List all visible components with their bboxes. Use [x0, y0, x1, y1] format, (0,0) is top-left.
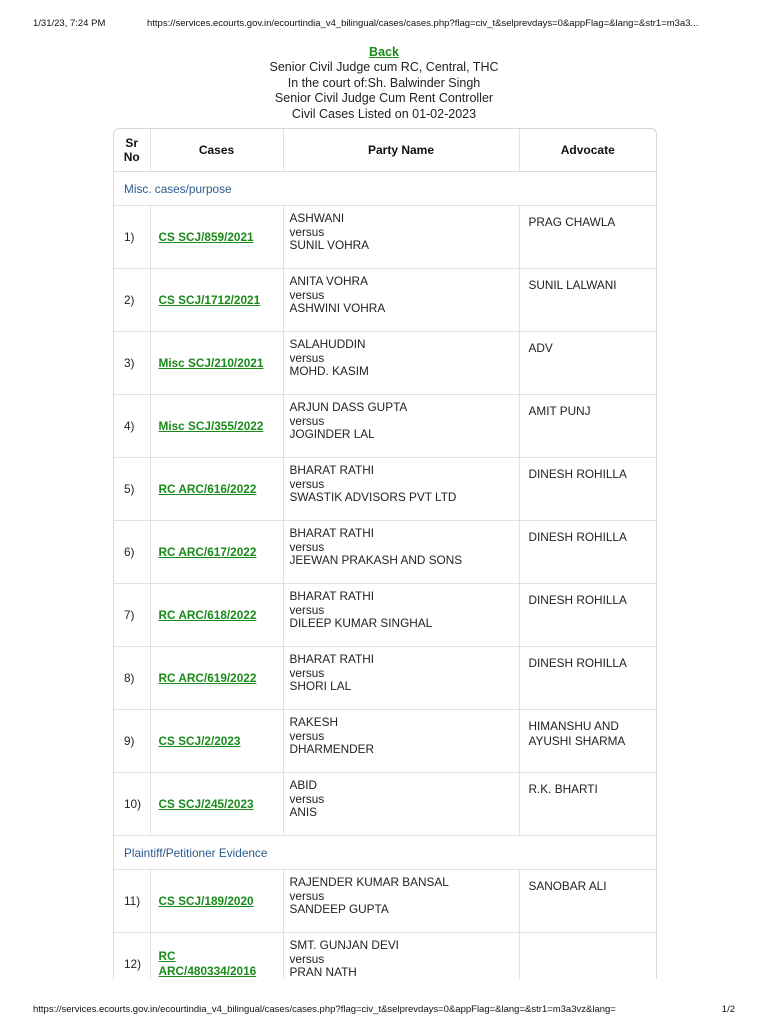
- versus-label: versus: [289, 413, 325, 428]
- table-row: [114, 521, 656, 584]
- table-body: [114, 172, 656, 980]
- versus-label: versus: [289, 888, 325, 903]
- party-name-cell: [283, 710, 519, 773]
- advocate-name: ADV: [519, 332, 656, 395]
- petitioner-name: BHARAT RATHI: [289, 526, 375, 540]
- advocate-name: DINESH ROHILLA: [519, 584, 656, 647]
- versus-label: versus: [289, 951, 325, 966]
- serial-number: 11): [114, 870, 150, 933]
- case-cell: [150, 647, 283, 710]
- petitioner-name: SMT. GUNJAN DEVI: [289, 938, 399, 952]
- cause-list-date: Civil Cases Listed on 01-02-2023: [291, 106, 477, 121]
- case-cell: [150, 269, 283, 332]
- case-number-link[interactable]: CS SCJ/2/2023: [158, 733, 241, 748]
- table-row: [114, 584, 656, 647]
- respondent-name: SHORI LAL: [289, 678, 352, 693]
- table-row: [114, 773, 656, 836]
- section-heading-row: [114, 172, 656, 206]
- respondent-name: ANIS: [289, 804, 318, 819]
- petitioner-name: ASHWANI: [289, 211, 345, 225]
- page-title-block: [0, 45, 768, 122]
- petitioner-name: ABID: [289, 778, 318, 792]
- petitioner-name: RAJENDER KUMAR BANSAL: [289, 875, 449, 889]
- print-footer-url: https://services.ecourts.gov.in/ecourtindia_v4_bilingual/cases/cases.php?flag=civ_t&selprevdays=0&appFlag=&lang=&str1=m3a3vz&lang=: [33, 1004, 616, 1015]
- party-name-cell: [283, 584, 519, 647]
- advocate-name: DINESH ROHILLA: [519, 521, 656, 584]
- respondent-name: SUNIL VOHRA: [289, 237, 370, 252]
- petitioner-name: SALAHUDDIN: [289, 337, 366, 351]
- case-number-link[interactable]: RC ARC/617/2022: [158, 544, 257, 559]
- print-datetime: 1/31/23, 7:24 PM: [33, 18, 106, 29]
- advocate-name: DINESH ROHILLA: [519, 458, 656, 521]
- respondent-name: PRAN NATH: [289, 964, 357, 979]
- case-number-link[interactable]: RC ARC/616/2022: [158, 481, 257, 496]
- versus-label: versus: [289, 539, 325, 554]
- versus-label: versus: [289, 476, 325, 491]
- case-cell: [150, 521, 283, 584]
- court-name: Senior Civil Judge cum RC, Central, THC: [269, 60, 499, 75]
- table-header-row: [114, 129, 656, 172]
- case-cell: [150, 773, 283, 836]
- serial-number: 2): [114, 269, 150, 332]
- versus-label: versus: [289, 602, 325, 617]
- table-row: [114, 710, 656, 773]
- versus-label: versus: [289, 728, 325, 743]
- party-name-cell: [283, 933, 519, 980]
- print-url: https://services.ecourts.gov.in/ecourtindia_v4_bilingual/cases/cases.php?flag=civ_t&selprevdays=0&appFlag=&lang=&str1=m3a3...: [147, 18, 699, 29]
- table-row: [114, 206, 656, 269]
- col-header-party-name: Party Name: [283, 129, 519, 172]
- table-row: [114, 647, 656, 710]
- col-header-cases: Cases: [150, 129, 283, 172]
- advocate-name: AMIT PUNJ: [519, 395, 656, 458]
- advocate-name: SUNIL LALWANI: [519, 269, 656, 332]
- respondent-name: SANDEEP GUPTA: [289, 901, 389, 916]
- case-number-link[interactable]: CS SCJ/245/2023: [158, 796, 254, 811]
- case-cell: [150, 870, 283, 933]
- serial-number: 9): [114, 710, 150, 773]
- section-heading-row: [114, 836, 656, 870]
- case-number-link[interactable]: RC ARC/619/2022: [158, 670, 257, 685]
- advocate-name: SANOBAR ALI: [519, 870, 656, 933]
- party-name-cell: [283, 206, 519, 269]
- respondent-name: SWASTIK ADVISORS PVT LTD: [289, 489, 457, 504]
- advocate-name: HIMANSHU AND AYUSHI SHARMA: [519, 710, 656, 773]
- party-name-cell: [283, 332, 519, 395]
- petitioner-name: BHARAT RATHI: [289, 589, 375, 603]
- section-heading: Misc. cases/purpose: [114, 172, 656, 206]
- party-name-cell: [283, 395, 519, 458]
- case-cell: [150, 710, 283, 773]
- case-cell: [150, 395, 283, 458]
- advocate-name: DINESH ROHILLA: [519, 647, 656, 710]
- respondent-name: JEEWAN PRAKASH AND SONS: [289, 552, 463, 567]
- table-row: [114, 269, 656, 332]
- party-name-cell: [283, 870, 519, 933]
- versus-label: versus: [289, 287, 325, 302]
- case-cell: [150, 584, 283, 647]
- col-header-advocate: Advocate: [519, 129, 656, 172]
- versus-label: versus: [289, 350, 325, 365]
- col-header-sr-no: Sr No: [114, 129, 150, 172]
- advocate-name: [519, 933, 656, 980]
- versus-label: versus: [289, 224, 325, 239]
- petitioner-name: ARJUN DASS GUPTA: [289, 400, 408, 414]
- case-number-link[interactable]: RC ARC/480334/2016: [158, 949, 257, 978]
- serial-number: 8): [114, 647, 150, 710]
- table-row: [114, 395, 656, 458]
- case-number-link[interactable]: CS SCJ/1712/2021: [158, 292, 261, 307]
- court-judge: In the court of:Sh. Balwinder Singh: [287, 75, 481, 90]
- versus-label: versus: [289, 791, 325, 806]
- court-designation: Senior Civil Judge Cum Rent Controller: [274, 91, 494, 106]
- serial-number: 3): [114, 332, 150, 395]
- respondent-name: DILEEP KUMAR SINGHAL: [289, 615, 433, 630]
- party-name-cell: [283, 269, 519, 332]
- section-heading: Plaintiff/Petitioner Evidence: [114, 836, 656, 870]
- case-cell: [150, 458, 283, 521]
- table-row: [114, 933, 656, 980]
- case-number-link[interactable]: RC ARC/618/2022: [158, 607, 257, 622]
- serial-number: 12): [114, 933, 150, 980]
- party-name-cell: [283, 647, 519, 710]
- respondent-name: JOGINDER LAL: [289, 426, 375, 441]
- serial-number: 10): [114, 773, 150, 836]
- petitioner-name: ANITA VOHRA: [289, 274, 368, 288]
- serial-number: 4): [114, 395, 150, 458]
- petitioner-name: BHARAT RATHI: [289, 652, 375, 666]
- serial-number: 5): [114, 458, 150, 521]
- serial-number: 1): [114, 206, 150, 269]
- cases-table: [114, 129, 656, 979]
- advocate-name: PRAG CHAWLA: [519, 206, 656, 269]
- respondent-name: MOHD. KASIM: [289, 363, 369, 378]
- versus-label: versus: [289, 665, 325, 680]
- page-number: 1/2: [721, 1004, 735, 1015]
- serial-number: 7): [114, 584, 150, 647]
- party-name-cell: [283, 458, 519, 521]
- party-name-cell: [283, 521, 519, 584]
- table-row: [114, 458, 656, 521]
- party-name-cell: [283, 773, 519, 836]
- case-cell: [150, 206, 283, 269]
- case-cell: [150, 332, 283, 395]
- case-number-link[interactable]: CS SCJ/859/2021: [158, 229, 254, 244]
- respondent-name: DHARMENDER: [289, 741, 375, 756]
- serial-number: 6): [114, 521, 150, 584]
- case-number-link[interactable]: Misc SCJ/355/2022: [158, 418, 264, 433]
- petitioner-name: BHARAT RATHI: [289, 463, 375, 477]
- advocate-name: R.K. BHARTI: [519, 773, 656, 836]
- petitioner-name: RAKESH: [289, 715, 339, 729]
- back-link[interactable]: Back: [369, 45, 399, 59]
- table-row: [114, 332, 656, 395]
- case-number-link[interactable]: CS SCJ/189/2020: [158, 893, 254, 908]
- table-row: [114, 870, 656, 933]
- case-number-link[interactable]: Misc SCJ/210/2021: [158, 355, 264, 370]
- respondent-name: ASHWINI VOHRA: [289, 300, 386, 315]
- case-cell: [150, 933, 283, 980]
- cases-table-container: [113, 128, 657, 979]
